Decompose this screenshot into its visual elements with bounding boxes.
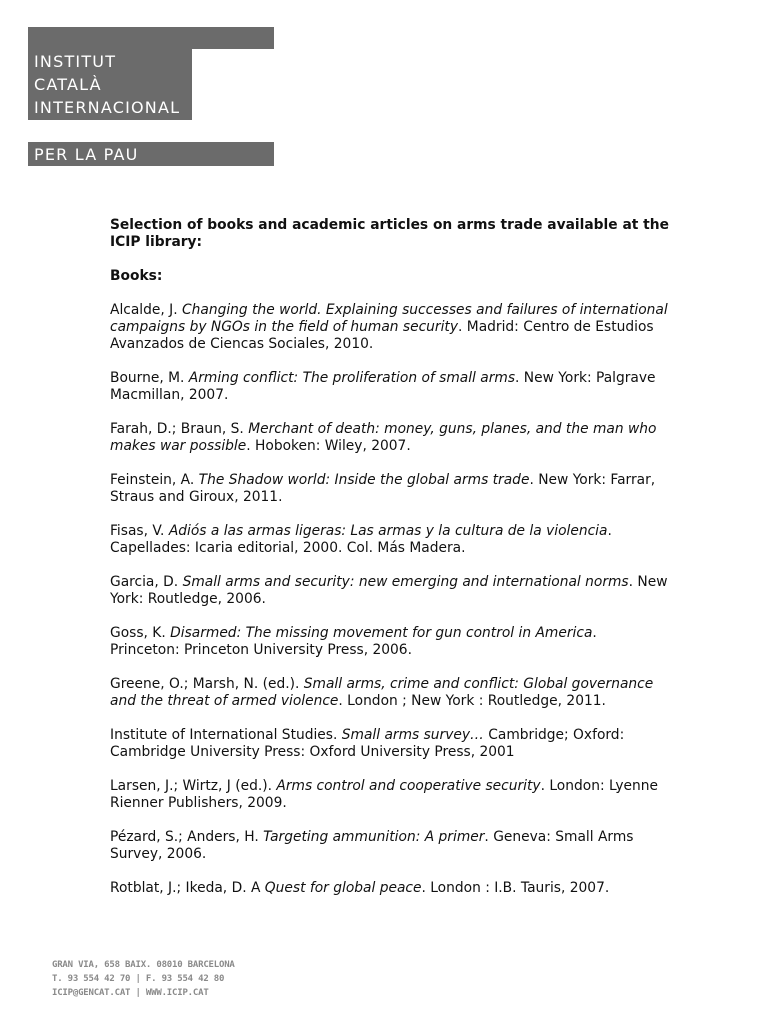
reference-item <box>110 523 670 557</box>
footer-address: GRAN VIA, 658 BAIX. 08010 BARCELONA <box>52 960 235 970</box>
reference-title: Small arms survey… <box>341 727 484 743</box>
footer-web: ICIP@GENCAT.CAT | WWW.ICIP.CAT <box>52 988 209 998</box>
reference-item <box>110 727 670 761</box>
reference-item <box>110 880 670 897</box>
reference-publisher: . London: Lyenne Rienner Publishers, 2009. <box>110 778 659 811</box>
reference-author: Rotblat, J.; Ikeda, D. A <box>110 880 265 896</box>
reference-publisher: . Madrid: Centro de Estudios Avanzados de Ciencas Sociales, 2010. <box>110 319 654 352</box>
logo-line-1: INSTITUT <box>34 52 117 71</box>
reference-title: Changing the world. Explaining successes and failures of international campaigns by NGOs in the field of human security <box>110 302 668 335</box>
icip-logo <box>28 27 274 166</box>
reference-title: Disarmed: The missing movement for gun control in America <box>170 625 593 641</box>
reference-title: Small arms and security: new emerging and international norms <box>182 574 629 590</box>
reference-author: Pézard, S.; Anders, H. <box>110 829 264 845</box>
reference-item <box>110 574 670 608</box>
reference-author: Institute of International Studies. <box>110 727 342 743</box>
reference-publisher: . New York: Routledge, 2006. <box>110 574 668 607</box>
reference-title: The Shadow world: Inside the global arms trade <box>198 472 530 488</box>
reference-publisher: . New York: Farrar, Straus and Giroux, 2011. <box>110 472 656 505</box>
reference-author: Greene, O.; Marsh, N. (ed.). <box>110 676 304 692</box>
reference-author: Goss, K. <box>110 625 171 641</box>
reference-author: Garcia, D. <box>110 574 183 590</box>
reference-item <box>110 625 670 659</box>
reference-title: Targeting ammunition: A primer <box>263 829 485 845</box>
footer-phone: T. 93 554 42 70 | F. 93 554 42 80 <box>52 974 225 984</box>
reference-author: Fisas, V. <box>110 523 169 539</box>
reference-item <box>110 676 670 710</box>
reference-publisher: . Hoboken: Wiley, 2007. <box>246 438 411 454</box>
document-heading: Selection of books and academic articles on arms trade available at the ICIP library: <box>110 217 669 250</box>
footer-contact <box>52 958 235 1000</box>
reference-title: Merchant of death: money, guns, planes, and the man who makes war possible <box>110 421 657 454</box>
reference-author: Feinstein, A. <box>110 472 199 488</box>
reference-list <box>110 302 670 897</box>
reference-title: Quest for global peace <box>264 880 422 896</box>
reference-author: Larsen, J.; Wirtz, J (ed.). <box>110 778 277 794</box>
reference-title: Adiós a las armas ligeras: Las armas y la cultura de la violencia <box>168 523 608 539</box>
reference-publisher: . Princeton: Princeton University Press, 2006. <box>110 625 597 658</box>
reference-title: Arming conflict: The proliferation of small arms <box>188 370 516 386</box>
reference-item <box>110 472 670 506</box>
logo-subtitle: PER LA PAU <box>34 145 139 164</box>
reference-title: Arms control and cooperative security <box>276 778 541 794</box>
reference-item <box>110 370 670 404</box>
reference-author: Bourne, M. <box>110 370 189 386</box>
reference-item <box>110 778 670 812</box>
reference-publisher: . Capellades: Icaria editorial, 2000. Col. Más Madera. <box>110 523 612 556</box>
reference-publisher: . London : I.B. Tauris, 2007. <box>421 880 610 896</box>
reference-publisher: . New York: Palgrave Macmillan, 2007. <box>110 370 656 403</box>
reference-publisher: . Geneva: Small Arms Survey, 2006. <box>110 829 634 862</box>
reference-publisher: Cambridge; Oxford: Cambridge University Press: Oxford University Press, 2001 <box>110 727 625 760</box>
reference-author: Alcalde, J. <box>110 302 183 318</box>
reference-title: Small arms, crime and conflict: Global governance and the threat of armed violence <box>110 676 654 709</box>
reference-author: Farah, D.; Braun, S. <box>110 421 249 437</box>
reference-publisher: . London ; New York : Routledge, 2011. <box>338 693 606 709</box>
reference-item <box>110 302 670 353</box>
reference-item <box>110 421 670 455</box>
logo-white-notch <box>192 49 274 120</box>
document-body <box>110 217 670 897</box>
section-label-books: Books: <box>110 268 163 284</box>
logo-line-2: CATALÀ <box>34 75 102 94</box>
reference-item <box>110 829 670 863</box>
logo-line-3: INTERNACIONAL <box>34 98 181 117</box>
